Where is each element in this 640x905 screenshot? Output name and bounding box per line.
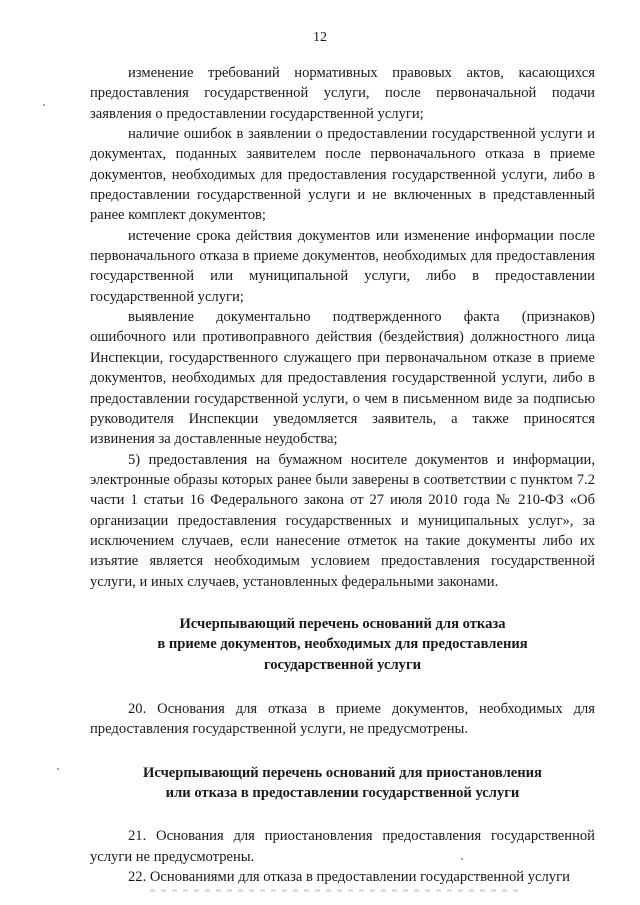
document-body <box>90 63 595 887</box>
paragraph-paper-documents: 5) предоставления на бумажном носителе документов и информации, электронные образы которых ранее были заверены в соответствии с пунктом 7.2 части 1 статьи 16 Федерального закона от 27 июля 2010 года № 210-ФЗ «Об организации предоставления государственных и муниципальных услуг», за исключением случаев, если нанесение отметок на такие документы либо их изъятие является необходимым условием предоставления государственной услуги, и иных случаев, установленных федеральными законами. <box>90 451 595 590</box>
paragraph-documents-expiry: истечение срока действия документов или изменение информации после первоначального отказа в приеме документов, необходимых для предоставления государственной или муниципальной услуги, либо в предоставлении государственной услуги; <box>90 227 595 305</box>
heading-line: Исчерпывающий перечень оснований для отказа <box>179 615 506 632</box>
heading-line: в приеме документов, необходимых для предоставления <box>157 636 528 653</box>
paragraph-errors-in-application: наличие ошибок в заявлении о предоставлении государственной услуги и документах, поданных заявителем после первоначального отказа в приеме документов, необходимых для предоставления государственной услуги, либо в предоставлении государственной услуги и не включенных в представленный ранее комплект документов; <box>90 126 595 224</box>
paragraph-erroneous-action: выявление документально подтвержденного факта (признаков) ошибочного или противоправного действия (бездействия) должностного лица Инспекции, государственного служащего при первоначальном отказе в приеме документов, необходимых для предоставления государственной услуги, либо в предоставлении государственной услуги, о чем в письменном виде за подписью руководителя Инспекции уведомляется заявитель, а также приносятся извинения за доставленные неудобства; <box>90 309 595 448</box>
scan-edge-artifact <box>150 889 520 892</box>
section-heading-refusal-grounds <box>90 614 595 675</box>
section-heading-suspension-grounds <box>90 763 595 804</box>
paragraph-21: 21. Основания для приостановления предоставления государственной услуги не предусмотрены. <box>90 828 595 865</box>
heading-line: или отказа в предоставлении государственной услуги <box>165 785 520 801</box>
page-number: 12 <box>313 30 327 45</box>
heading-line: государственной услуги <box>263 656 422 673</box>
scan-speck <box>43 104 45 106</box>
paragraph-requirements-change: изменение требований нормативных правовых актов, касающихся предоставления государственной услуги, после первоначальной подачи заявления о предоставлении государственной услуги; <box>90 65 595 122</box>
scan-speck <box>461 858 463 860</box>
heading-line: Исчерпывающий перечень оснований для приостановления <box>143 764 542 781</box>
paragraph-22: 22. Основаниями для отказа в предоставлении государственной услуги <box>128 869 570 886</box>
paragraph-20: 20. Основания для отказа в приеме документов, необходимых для предоставления государственной услуги, не предусмотрены. <box>90 700 595 738</box>
scan-speck <box>57 768 59 770</box>
